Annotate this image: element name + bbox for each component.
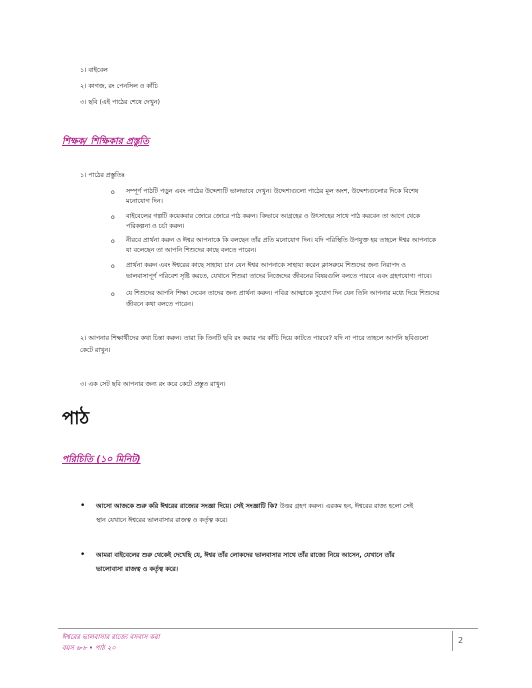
intro-point-1-question: আসো আজকে শুরু করি ঈশ্বরের রাজ্যের সংজ্ঞা দিয়ে। সেই সংজ্ঞাটি কি? (96, 503, 278, 510)
paragraph-3: ৩। এক সেট ছবি আপনার জন্য রং করে কেটে প্রস্তুত রাখুন। (80, 381, 226, 388)
lesson-prep-label: ১। পাঠের প্রস্তুতিঃ (80, 172, 125, 179)
footer-divider (58, 628, 478, 629)
circle-bullet-icon: o (111, 214, 115, 221)
material-item-1: ১। বাইবেল (80, 67, 108, 74)
intro-heading: পরিচিতি (১০ মিনিট) (62, 454, 141, 465)
prep-item-2-line-2: পরিকল্পনা ও চর্চা করুন। (126, 223, 185, 230)
prep-item-4-line-1: প্রার্থনা করুন এবং ঈশ্বরের কাছে সাহায্য চান যেন ঈশ্বর আপনাকে সাহায্য করেন ক্লাসরুমে শিশুদের জন্য নিরাপদ ও (126, 262, 406, 269)
intro-point-1-instruction: উত্তর গ্রহণ করুন। এরকম হন, ঈশ্বরের রাজ্য হলো সেই (277, 503, 414, 510)
prep-item-5-line-2: জীবনে কথা বলতে পারেন। (126, 301, 194, 308)
page-number: 2 (458, 636, 464, 645)
intro-point-2-line-2: ভালোবাসা রাজত্ব ও কর্তৃত্ব করে। (96, 566, 178, 573)
prep-item-4-line-2: ভালবাসাপূর্ণ পরিবেশ সৃষ্টি করতে, যেখানে শিশুরা তাদের নিজেদের জীবনের বিষয়গুলি বলতে পারবে এবং গ্রহণযোগ্য পাবে। (126, 273, 432, 280)
prep-item-5-line-1: যে শিশুদের আপনি শিক্ষা দেবেন তাদের জন্য প্রার্থনা করুন। পবিত্র আত্মাকে সুযোগ দিন যেন তিনি আপনার মধ্যে দিয়ে শিশুদের (126, 290, 440, 297)
intro-point-2-line-1: আমরা বাইবেলের শুরু থেকেই দেখেছি যে, ঈশ্বর তাঁর লোকদের ভালবাসার সাথে তাঁর রাজ্যে নিয়ে আসেন, যেখানে তাঁর (96, 552, 395, 559)
footer-subtitle: বয়স ৬-৮ • পাঠ ২০ (62, 644, 116, 652)
bullet-dot-icon: • (80, 501, 86, 511)
footer-page-separator (452, 631, 453, 651)
prep-item-1-line-1: সম্পূর্ণ পাঠটি পড়ুন এবং পাঠের উদ্দেশ্যটি ভালভাবে দেখুন। উদ্দেশ্যগুলো পাঠের মূল অংশ, উদ্দেশ্যগুলোর দিকে বিশেষ (126, 188, 419, 195)
circle-bullet-icon: o (111, 238, 115, 245)
material-item-2: ২। কাগজ, রং পেনসিল ও কাঁচি (80, 83, 158, 90)
intro-point-1-line-2: স্থান যেখানে ঈশ্বরের ভালবাসার রাজত্ব ও কর্তৃত্ব করে। (96, 517, 228, 524)
intro-point-1-line-1 (96, 502, 413, 511)
circle-bullet-icon: o (111, 291, 115, 298)
circle-bullet-icon: o (111, 263, 115, 270)
paragraph-2-line-2: কেটে রাখুন। (80, 347, 111, 354)
lesson-heading: পাঠ (62, 408, 90, 429)
teacher-prep-heading: শিক্ষক/ শিক্ষিকার প্রস্তুতি (62, 136, 149, 147)
footer-title: ঈশ্বরের ভালবাসার রাজ্যে বসবাস করা (62, 633, 160, 641)
circle-bullet-icon: o (111, 189, 115, 196)
prep-item-1-line-2: মনোযোগ দিন। (126, 198, 163, 205)
prep-item-3-line-1: নীরবে প্রার্থনা করুন ও ঈশ্বর আপনাকে কি বলছেন তাঁর প্রতি মনোযোগ দিন। যদি পরিস্থিতি উপযুক্ত হয় তাহলে ঈশ্বর আপনাকে (126, 237, 436, 244)
prep-item-3-line-2: যা বলেছেন তা আপনি শিশুদের কাছে বলতে পারেন। (126, 247, 257, 254)
paragraph-2-line-1: ২। আপনার শিক্ষার্থীদের কথা চিন্তা করুন। তারা কি তিনটি ছবি রং করার পর কাঁচি দিয়ে কাটতে পারবে? যদি না পারে তাহলে আপনি ছবিগুলো (80, 335, 429, 342)
prep-item-2-line-1: বাইবেলের গল্পটি কয়েকবার জোরে জোরে পাঠ করুন। কিভাবে আগ্রহের ও উৎসাহের সাথে পাঠ করবেন তা আগে থেকে (126, 213, 420, 220)
bullet-dot-icon: • (80, 550, 86, 560)
material-item-3: ৩। ছবি (এই পাঠের শেষে দেখুন) (80, 99, 160, 106)
